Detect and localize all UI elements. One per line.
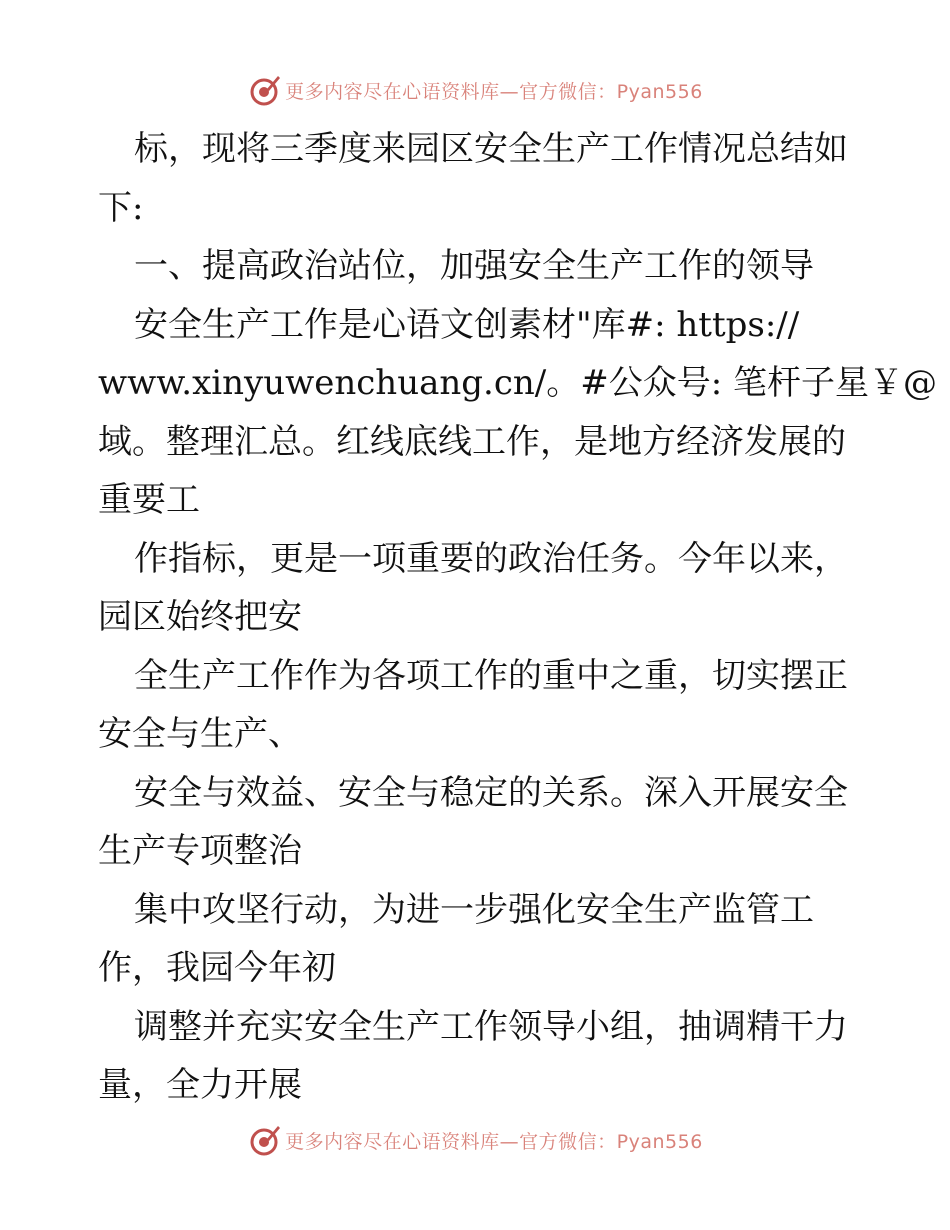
paragraph-line: 安全生产工作是心语文创素材"库#: https://: [134, 304, 800, 345]
paragraph-line: 安全与生产、: [98, 714, 302, 754]
section-heading: 一、提高政治站位，加强安全生产工作的领导: [134, 246, 814, 286]
paragraph-line: 标，现将三季度来园区安全生产工作情况总结如: [134, 129, 848, 169]
header-watermark-text: 更多内容尽在心语资料库—官方微信：Pyan556: [285, 80, 703, 103]
paragraph-line: 重要工: [98, 480, 200, 520]
document-body: [98, 120, 937, 1115]
paragraph-line: 调整并充实安全生产工作领导小组，抽调精干力: [134, 1006, 848, 1047]
paragraph-line: 全生产工作作为各项工作的重中之重，切实摆正: [134, 655, 848, 696]
footer-watermark-text: 更多内容尽在心语资料库—官方微信：Pyan556: [285, 1130, 703, 1153]
paragraph-line: www.xinyuwenchuang.cn/。#公众号: 笔杆子星￥@: [98, 363, 937, 403]
paragraph-line: 安全与效益、安全与稳定的关系。深入开展安全: [134, 772, 848, 813]
quill-logo-icon: [247, 1123, 281, 1157]
paragraph-line: 量，全力开展: [98, 1065, 302, 1105]
paragraph-line: 下:: [98, 187, 144, 228]
paragraph-line: 集中攻坚行动，为进一步强化安全生产监管工: [134, 889, 814, 930]
footer-watermark: [0, 1120, 950, 1160]
header-watermark: [0, 70, 950, 110]
paragraph-line: 生产专项整治: [98, 831, 302, 871]
paragraph-line: 作，我园今年初: [98, 948, 336, 988]
quill-logo-icon: [247, 73, 281, 107]
paragraph-line: 作指标，更是一项重要的政治任务。今年以来，: [134, 538, 848, 579]
paragraph-line: 园区始终把安: [98, 597, 302, 637]
paragraph-line: 域。整理汇总。红线底线工作，是地方经济发展的: [98, 421, 846, 462]
